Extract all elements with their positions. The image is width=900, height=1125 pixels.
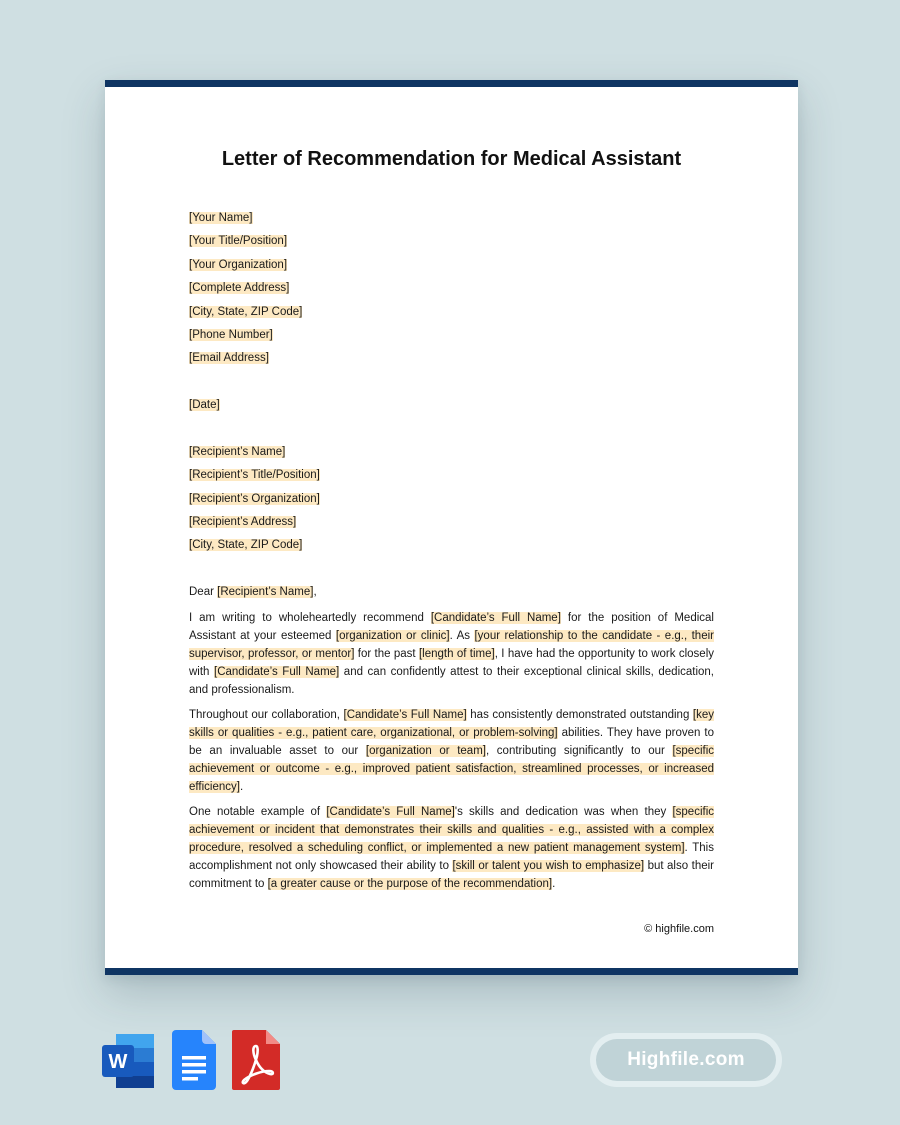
body-paragraphs (189, 609, 714, 893)
sender-name: [Your Name] (189, 212, 253, 224)
word-icon[interactable] (100, 1032, 156, 1090)
svg-text:W: W (108, 1051, 128, 1073)
paragraph-text: has consistently demonstrated outstanding (466, 709, 693, 722)
paragraph-text: for the past (354, 648, 419, 661)
paragraph-text: , I have had the opportunity to work closely with (189, 648, 715, 679)
placeholder-text: [key skills or qualities - e.g., patient care, organizational, or problem-solving] (189, 709, 714, 740)
recipient-city: [City, State, ZIP Code] (189, 539, 303, 552)
paragraph-2 (189, 706, 714, 796)
salutation-suffix: , (313, 586, 317, 599)
paragraph-text: . As (449, 630, 475, 643)
placeholder-text: [specific achievement or outcome - e.g., improved patient satisfaction, streamlined processes, or increased efficiency] (189, 745, 714, 794)
letter-date: [Date] (189, 399, 220, 412)
paragraph-1 (189, 609, 714, 699)
bottom-accent-bar (105, 968, 798, 975)
placeholder-text: [length of time] (418, 648, 495, 661)
copyright-text: © highfile.com (644, 923, 714, 935)
brand-badge[interactable]: Highfile.com (596, 1039, 776, 1081)
top-accent-bar (105, 80, 798, 87)
paragraph-text: One notable example of (189, 806, 327, 819)
placeholder-text: [Candidate’s Full Name] (430, 612, 561, 625)
paragraph-3 (189, 803, 714, 893)
placeholder-text: [Candidate’s Full Name] (214, 666, 340, 679)
paragraph-text: but also their commitment to (189, 860, 714, 891)
document-page (105, 80, 798, 975)
paragraph-text: Throughout our collaboration, (189, 709, 344, 722)
document-title: Letter of Recommendation for Medical Assistant (221, 148, 682, 170)
sender-city: [City, State, ZIP Code] (189, 305, 303, 318)
letter-body (189, 208, 714, 893)
sender-email: [Email Address] (189, 352, 269, 365)
recipient-block (189, 442, 714, 559)
recipient-address: [Recipient’s Address] (189, 516, 297, 529)
paragraph-text: . This accomplishment not only showcased their ability to (189, 842, 714, 873)
placeholder-text: [a greater cause or the purpose of the recommendation] (267, 878, 553, 891)
paragraph-text: for the position of Medical Assistant at your esteemed (189, 612, 714, 643)
paragraph-text: and can confidently attest to their exceptional clinical skills, dedication, and professionalism. (189, 666, 715, 697)
paragraph-text: . (552, 878, 556, 891)
recipient-title: [Recipient’s Title/Position] (189, 469, 320, 482)
paragraph-text: 's skills and dedication was when they (454, 806, 673, 819)
sender-title: [Your Title/Position] (189, 235, 288, 248)
placeholder-text: [organization or clinic] (335, 630, 450, 643)
placeholder-text: [organization or team] (365, 745, 486, 758)
paragraph-text: , contributing significantly to our (485, 745, 673, 758)
salutation-name: [Recipient’s Name] (217, 586, 314, 599)
pdf-icon[interactable] (232, 1030, 280, 1090)
placeholder-text: [skill or talent you wish to emphasize] (452, 860, 645, 873)
placeholder-text: [Candidate’s Full Name] (343, 709, 467, 722)
placeholder-text: [Candidate’s Full Name] (326, 806, 455, 819)
paragraph-text: abilities. They have proven to be an invaluable asset to our (189, 727, 714, 758)
google-docs-icon[interactable] (172, 1030, 216, 1090)
recipient-name: [Recipient’s Name] (189, 445, 286, 458)
paragraph-text: I am writing to wholeheartedly recommend (189, 612, 431, 625)
sender-block (189, 208, 714, 372)
salutation-prefix: Dear (189, 586, 218, 599)
sender-organization: [Your Organization] (189, 258, 288, 271)
sender-phone: [Phone Number] (189, 328, 273, 341)
placeholder-text: [your relationship to the candidate - e.g., their supervisor, professor, or mentor] (189, 630, 714, 661)
placeholder-text: [specific achievement or incident that demonstrates their skills and qualities - e.g., assisted with a complex procedure, resolved a scheduling conflict, or implemented a new patient management system] (189, 806, 714, 855)
salutation (189, 582, 714, 602)
paragraph-text: . (239, 781, 244, 794)
sender-address: [Complete Address] (189, 282, 290, 295)
recipient-organization: [Recipient’s Organization] (189, 492, 320, 505)
